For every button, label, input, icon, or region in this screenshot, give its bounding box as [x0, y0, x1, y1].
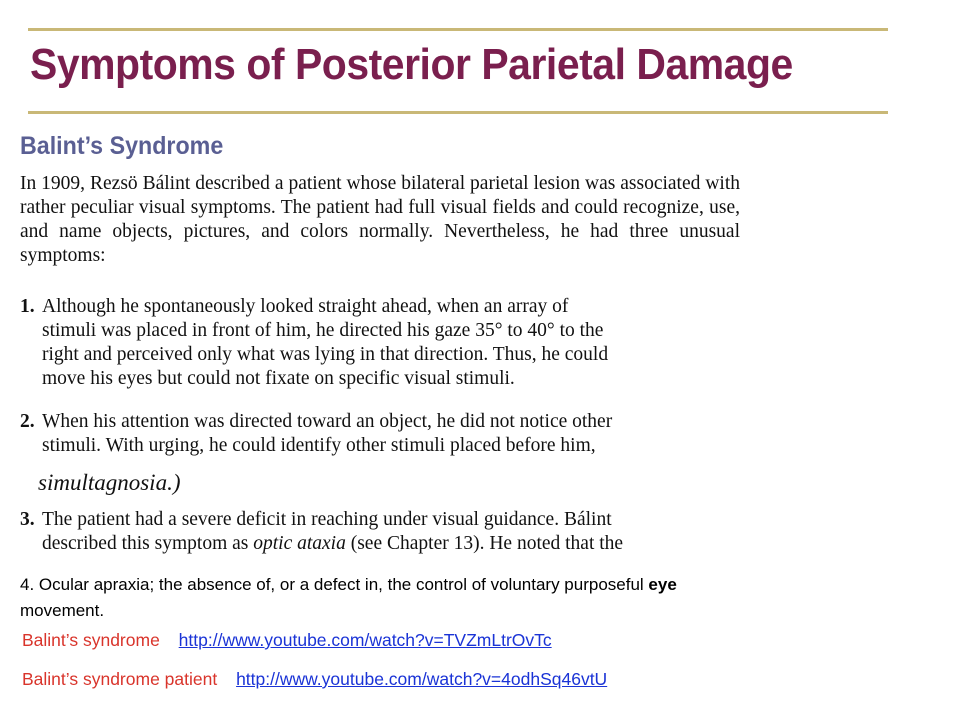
ocular-text-pre: 4. Ocular apraxia; the absence of, or a defect in, the control of voluntary purposeful	[20, 575, 649, 594]
symptom-item-2	[20, 410, 720, 460]
symptom-2-text: When his attention was directed toward an object, he did not notice other	[42, 411, 613, 432]
symptom-item-3	[20, 508, 720, 556]
symptom-1-line-2: stimuli was placed in front of him, he directed his gaze 35° to 40° to the	[42, 320, 604, 341]
ocular-apraxia-note	[20, 572, 760, 624]
symptom-2-line-2: stimuli. With urging, he could identify other stimuli placed before him,	[42, 435, 596, 456]
symptom-3-line-2	[20, 532, 720, 556]
symptom-3-text: The patient had a severe deficit in reaching under visual guidance. Bálint	[42, 509, 612, 530]
symptom-1-line-1	[20, 295, 720, 319]
title-rule-bottom	[28, 111, 888, 114]
symptom-3-line-1	[20, 508, 720, 532]
symptom-1-text: Although he spontaneously looked straight ahead, when an array of	[42, 296, 569, 317]
video-link-label-2: Balint’s syndrome patient	[22, 669, 218, 689]
symptom-2-line-1	[20, 410, 720, 434]
symptom-item-1	[20, 295, 720, 395]
simultagnosia-fragment: simultagnosia.)	[38, 470, 181, 495]
title-rule-top	[28, 28, 888, 31]
video-link-2[interactable]: http://www.youtube.com/watch?v=4odhSq46vtU	[236, 669, 608, 689]
intro-paragraph: In 1909, Rezsö Bálint described a patient whose bilateral parietal lesion was associated with rather peculiar visual symptoms. The patient had full visual fields and could recognize, use, and name objects, pictures, and colors normally. Nevertheless, he had three unusual symptoms:	[20, 173, 740, 266]
video-link-row-2	[22, 669, 607, 690]
symptom-3-number: 3.	[20, 509, 35, 530]
video-link-label-1: Balint’s syndrome	[22, 630, 160, 650]
slide-title: Symptoms of Posterior Parietal Damage	[30, 40, 793, 89]
section-heading: Balint’s Syndrome	[20, 132, 224, 160]
symptom-1-number: 1.	[20, 296, 35, 317]
video-link-1[interactable]: http://www.youtube.com/watch?v=TVZmLtrOvTc	[178, 630, 552, 650]
optic-ataxia-term: optic ataxia	[253, 533, 346, 554]
symptom-3-line-2-post: (see Chapter 13). He noted that the	[345, 533, 624, 554]
symptom-1-line-4: move his eyes but could not fixate on specific visual stimuli.	[42, 368, 515, 389]
ocular-text-bold: eye	[648, 575, 677, 594]
video-link-row-1	[22, 630, 552, 651]
symptom-2-number: 2.	[20, 411, 35, 432]
symptom-3-line-2-pre: described this symptom as	[42, 533, 254, 554]
symptom-1-line-3: right and perceived only what was lying in that direction. Thus, he could	[42, 344, 609, 365]
ocular-text-post: movement.	[20, 601, 105, 620]
